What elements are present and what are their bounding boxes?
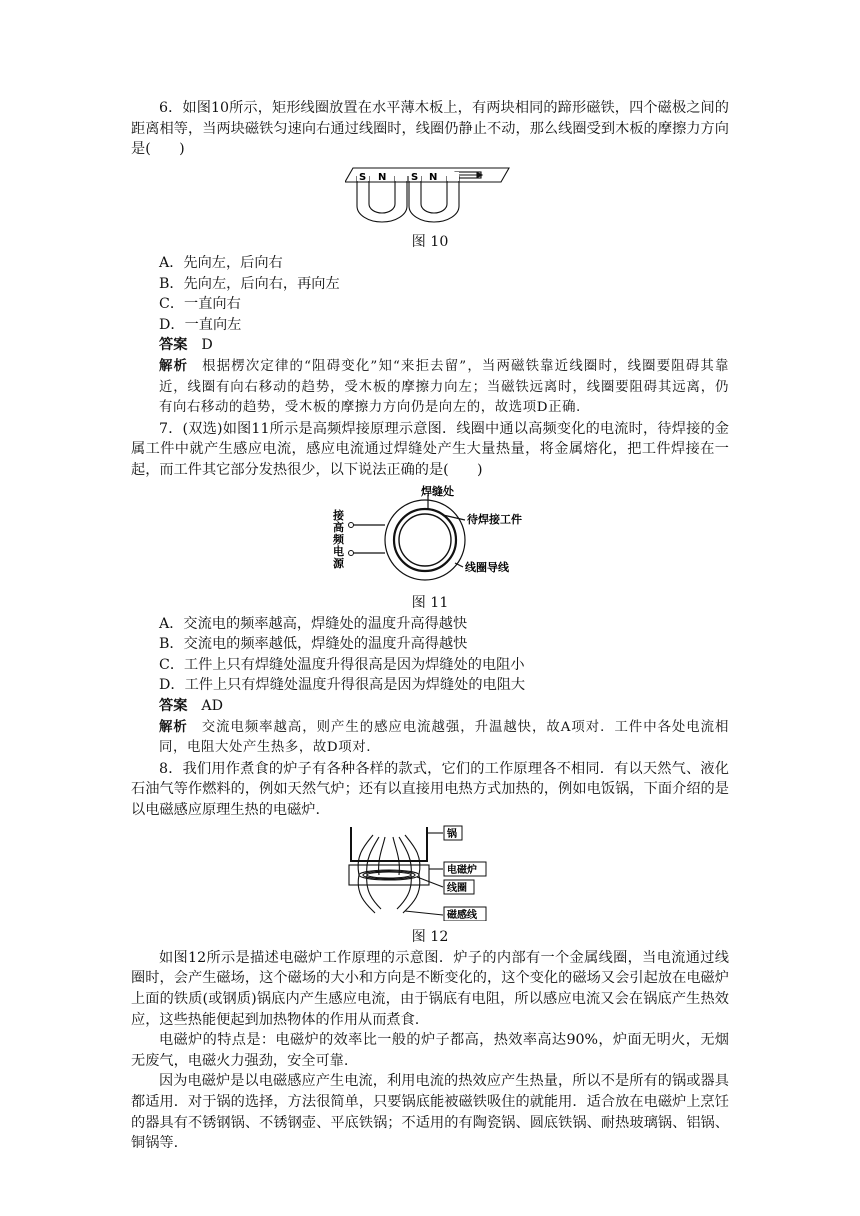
q7-option-d: D．工件上只有焊缝处温度升得很高是因为焊缝处的电阻大 [159,677,526,694]
worksheet-page [131,98,729,1154]
horseshoe-magnets-diagram [345,164,515,226]
induction-cooker-diagram [345,825,515,921]
q8-paragraph-1: 如图12所示是描述电磁炉工作原理的示意图．炉子的内部有一个金属线圈，当电流通过线圈时，会产生磁场，这个磁场的大小和方向是不断变化的，这个变化的磁场又会引起放在电磁炉上面的铁质(或钢质)锅底内产生感应电流，由于锅底有电阻，所以感应电流又会在锅底产生热效应，这些热能便起到加热物体的作用从而煮食. [131,949,729,1028]
pot-label: 锅 [447,828,457,840]
cooker-label: 电磁炉 [447,864,477,876]
coil-wire-label: 线圈导线 [465,560,509,574]
q8-paragraph-3: 因为电磁炉是以电磁感应产生电流，利用电流的热效应产生热量，所以不是所有的锅或器具都适用．对于锅的选择，方法很简单，只要锅底能被磁铁吸住的就能用．适合放在电磁炉上烹饪的器具有不锈钢锅、不锈钢壶、平底铁锅；不适用的有陶瓷锅、圆底铁锅、耐热玻璃锅、铝锅、铜锅等. [131,1073,729,1152]
q6-answer [131,335,729,356]
coil-label: 线圈 [447,882,467,894]
figure-11 [131,485,729,594]
q8-stem: 8．我们用作煮食的炉子有各种各样的款式，它们的工作原理各不相同．有以天然气、液化石油气等作燃料的，例如天然气炉；还有以直接用电热方式加热的，例如电饭锅，下面介绍的是以电磁感应原理生热的电磁炉. [131,760,729,819]
q7-option-a: A．交流电的频率越高，焊缝处的温度升高得越快 [159,615,468,632]
magnet-pole-label: S [359,171,367,183]
explanation-label: 解析 [159,357,189,374]
figure-12-caption: 图 12 [411,929,449,946]
q6-stem: 6．如图10所示，矩形线圈放置在水平薄木板上，有两块相同的蹄形磁铁，四个磁极之间的距离相等，当两块磁铁匀速向右通过线圈时，线圈仍静止不动，那么线圈受到木板的摩擦力方向是( ) [131,100,729,158]
q7-option-c: C．工件上只有焊缝处温度升得很高是因为焊缝处的电阻小 [159,656,525,673]
q8-paragraph-2: 电磁炉的特点是：电磁炉的效率比一般的炉子都高，热效率高达90%，炉面无明火，无烟无废气，电磁火力强劲，安全可靠. [131,1032,729,1069]
q7-answer [131,696,729,717]
figure-11-caption: 图 11 [411,595,449,612]
q7-stem: 7．(双选)如图11所示是高频焊接原理示意图．线圈中通以高频变化的电流时，待焊接的金属工件中就产生感应电流，感应电流通过焊缝处产生大量热量，将金属熔化，把工件焊接在一起，而工件其它部分发热很少，以下说法正确的是( ) [131,420,729,478]
workpiece-label: 待焊接工件 [467,512,522,526]
explanation-text: 交流电频率越高，则产生的感应电流越强，升温越快，故A项对．工件中各处电流相同，电阻大处产生热多，故D项对. [159,719,730,756]
answer-label: 答案 [159,337,188,354]
magnet-pole-label: N [378,171,387,183]
power-source-label: 电 [333,544,344,558]
q6-option-c: C．一直向右 [159,296,241,313]
power-source-label: 高 [333,520,344,534]
power-source-label: 频 [333,532,344,546]
answer-label: 答案 [159,698,188,715]
figure-10 [131,164,729,233]
figure-12 [131,825,729,928]
magnet-pole-label: N [429,171,438,183]
answer-value: AD [201,698,224,715]
power-source-label: 接 [333,508,344,522]
field-lines-label: 磁感线 [447,909,477,921]
explanation-text: 根据楞次定律的“阻碍变化”知“来拒去留”，当两磁铁靠近线圈时，线圈要阻碍其靠近，线圈有向右移动的趋势，受木板的摩擦力向左；当磁铁远离时，线圈要阻碍其远离，仍有向右移动的趋势，受木板的摩擦力方向仍是向左的，故选项D正确. [159,358,729,416]
explanation-label: 解析 [159,718,188,735]
figure-10-caption: 图 10 [411,234,449,251]
high-frequency-welding-diagram [325,485,535,587]
q6-explanation [131,356,729,419]
q7-explanation [131,717,729,759]
q7-option-b: B．交流电的频率越低，焊缝处的温度升高得越快 [159,636,468,653]
power-source-label: 源 [333,556,344,570]
q6-option-b: B．先向左，后向右，再向左 [159,275,340,292]
q6-option-d: D．一直向左 [159,316,242,333]
weld-seam-label: 焊缝处 [421,484,454,498]
q6-option-a: A．先向左，后向右 [159,254,283,271]
answer-value: D [201,337,213,354]
magnet-pole-label: S [411,171,419,183]
